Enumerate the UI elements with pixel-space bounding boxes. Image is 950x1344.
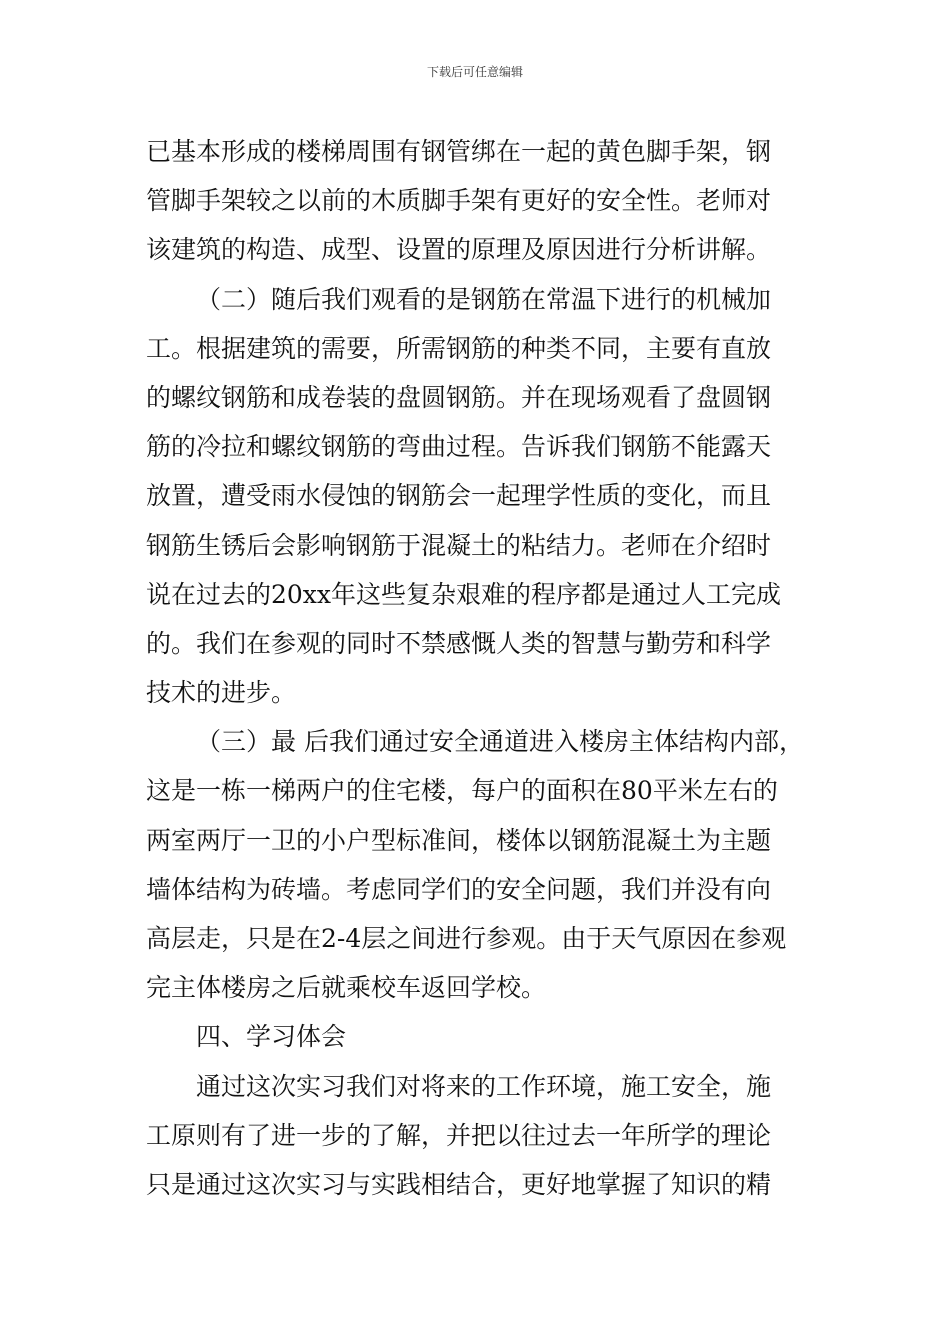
paragraph-start-line: 通过这次实习我们对将来的工作环境，施工安全，施: [196, 1071, 772, 1101]
text-line: 该建筑的构造、成型、设置的原理及原因进行分析讲解。: [146, 235, 772, 265]
text-line: 已基本形成的楼梯周围有钢管绑在一起的黄色脚手架，钢: [146, 137, 772, 166]
text-line: 工原则有了进一步的了解，并把以往过去一年所学的理论: [146, 1120, 772, 1150]
text-line: 两室两厅一卫的小户型标准间，楼体以钢筋混凝土为主题: [146, 825, 772, 855]
text-line: 工。根据建筑的需要，所需钢筋的种类不同，主要有直放: [146, 333, 772, 363]
page-header-note: 下载后可任意编辑: [426, 65, 523, 79]
text-line: 放置，遭受雨水侵蚀的钢筋会一起理学性质的变化，而且: [146, 481, 772, 511]
document-body: [146, 127, 810, 1209]
text-line: 墙体结构为砖墙。考虑同学们的安全问题，我们并没有向: [146, 874, 772, 904]
text-line: 钢筋生锈后会影响钢筋于混凝土的粘结力。老师在介绍时: [146, 530, 772, 560]
paragraph-start-line: （三）最 后我们通过安全通道进入楼房主体结构内部，: [196, 727, 804, 757]
section-heading: 四、学习体会: [196, 1022, 347, 1052]
text-line: 筋的冷拉和螺纹钢筋的弯曲过程。告诉我们钢筋不能露天: [146, 432, 772, 462]
text-line: 技术的进步。: [146, 678, 297, 708]
paragraph-start-line: （二）随后我们观看的是钢筋在常温下进行的机械加: [196, 284, 772, 314]
text-line: 的螺纹钢筋和成卷装的盘圆钢筋。并在现场观看了盘圆钢: [146, 382, 772, 412]
text-line: 管脚手架较之以前的木质脚手架有更好的安全性。老师对: [146, 186, 772, 216]
text-line: 高层走，只是在2-4层之间进行参观。由于天气原因在参观: [146, 924, 787, 953]
text-line: 完主体楼房之后就乘校车返回学校。: [146, 973, 547, 1003]
text-line: 只是通过这次实习与实践相结合，更好地掌握了知识的精: [146, 1169, 772, 1199]
text-line: 这是一栋一梯两户的住宅楼，每户的面积在80平米左右的: [146, 776, 778, 806]
text-line: 说在过去的20xx年这些复杂艰难的程序都是通过人工完成: [146, 579, 782, 609]
text-line: 的。我们在参观的同时不禁感慨人类的智慧与勤劳和科学: [146, 628, 772, 658]
